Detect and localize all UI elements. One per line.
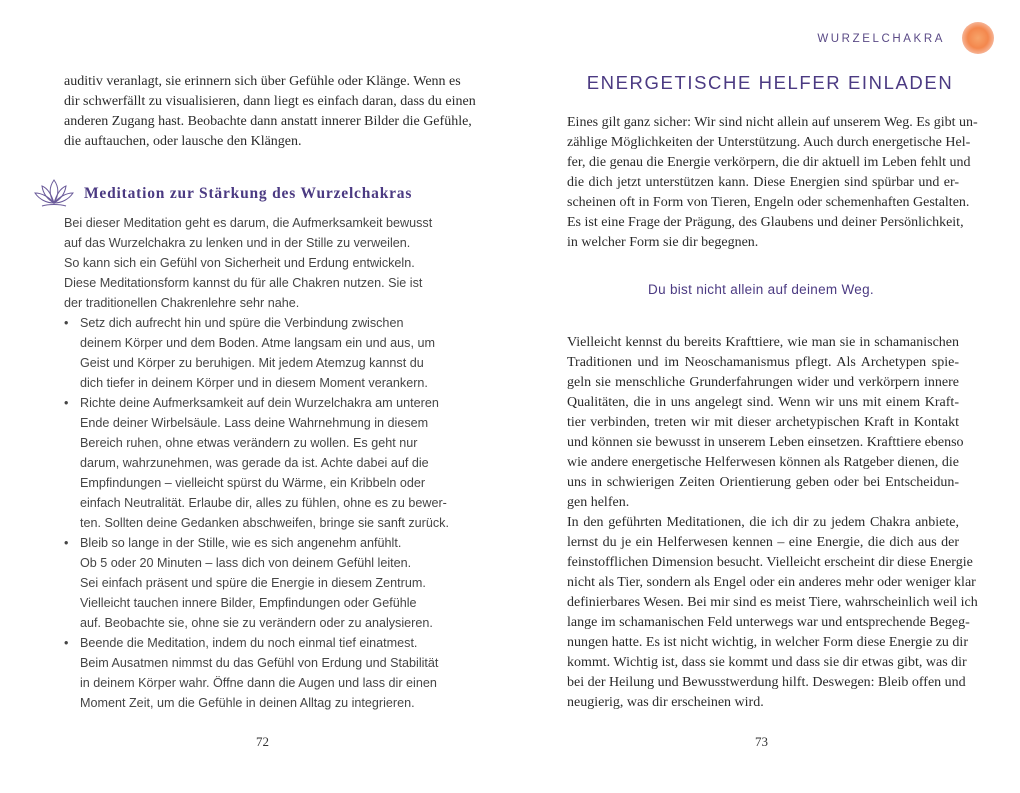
list-item (64, 533, 464, 553)
list-item-text: in deinem Körper wahr. Öffne dann die Augen und lass dir einen (80, 676, 437, 690)
pull-quote: Du bist nicht allein auf deinem Weg. (648, 282, 874, 297)
text-line: und können sie bewusst in unserem Leben einsetzen. Krafttiere ebenso (567, 435, 964, 450)
root-chakra-sun-icon (962, 22, 994, 54)
text-line: auditiv veranlagt, sie erinnern sich über Gefühle oder Klänge. Wenn es (64, 74, 461, 89)
list-item-text: Richte deine Aufmerksamkeit auf dein Wurzelchakra am unteren (80, 396, 439, 410)
text-line: in welcher Form sie dir begegnen. (567, 235, 759, 250)
list-item-text: darum, wahrzunehmen, was gerade da ist. Achte dabei auf die (80, 456, 429, 470)
list-item-text: Moment Zeit, um die Gefühle in deinen Alltag zu integrieren. (80, 696, 415, 710)
bullet-glyph: • (64, 536, 69, 550)
list-item-text: Geist und Körper zu beruhigen. Mit jedem Atemzug kannst du (80, 356, 424, 370)
running-head: WURZELCHAKRA (817, 33, 945, 45)
section-title: ENERGETISCHE HELFER EINLADEN (586, 72, 954, 93)
text-line: definierbares Wesen. Bei mir sind es meist Tiere, wahrscheinlich weil ich (567, 595, 978, 610)
list-item-text: Setz dich aufrecht hin und spüre die Verbindung zwischen (80, 316, 404, 330)
list-item (64, 633, 464, 653)
text-line: Qualitäten, die in uns angelegt sind. Wenn wir uns mit einem Kraft- (567, 395, 959, 410)
list-item-text: Vielleicht tauchen innere Bilder, Empfindungen oder Gefühle (80, 596, 417, 610)
text-line: fer, die genau die Energie verkörpern, die dir aktuell im Leben fehlt und (567, 155, 971, 170)
list-item-text: einfach Neutralität. Erlaube dir, alles zu fühlen, ohne es zu bewer- (80, 496, 447, 510)
text-line: wie andere energetische Helferwesen können als Ratgeber dienen, die (567, 455, 959, 470)
meditation-text (64, 213, 464, 713)
bullet-glyph: • (64, 636, 69, 650)
text-line: die dich jetzt unterstützen kann. Diese Energien sind spürbar und er- (567, 175, 959, 190)
text-line: Eines gilt ganz sicher: Wir sind nicht allein auf unserem Weg. Es gibt un- (567, 115, 978, 130)
paragraph-2 (567, 333, 978, 713)
text-line: scheinen oft in Form von Tieren, Engeln oder schemenhaften Gestalten. (567, 195, 970, 210)
text-line: bei der Heilung und Bewusstwerdung hilft. Deswegen: Bleib offen und (567, 675, 966, 690)
text-line: Es ist eine Frage der Prägung, des Glaubens und deiner Persönlichkeit, (567, 215, 964, 230)
text-line: dir schwerfällt zu visualisieren, dann liegt es einfach daran, dass du einen (64, 94, 476, 109)
meditation-heading (32, 176, 472, 214)
bullet-glyph: • (64, 396, 69, 410)
text-line: Bei dieser Meditation geht es darum, die Aufmerksamkeit bewusst (64, 216, 433, 230)
list-item-text: Beende die Meditation, indem du noch einmal tief einatmest. (80, 636, 418, 650)
text-line: kommt. Wichtig ist, dass sie kommt und dass sie dir etwas gibt, was dir (567, 655, 967, 670)
list-item-text: ten. Sollten deine Gedanken abschweifen, bringe sie sanft zurück. (80, 516, 449, 530)
text-line: feinstofflichen Dimension besucht. Vielleicht erscheint dir diese Energie (567, 555, 973, 570)
text-line: anderen Zugang hast. Beobachte dann anstatt innerer Bilder die Gefühle, (64, 114, 472, 129)
text-line: der traditionellen Chakrenlehre sehr nahe. (64, 296, 300, 310)
list-item-text: Bereich ruhen, ohne etwas verändern zu wollen. Es geht nur (80, 436, 418, 450)
text-line: In den geführten Meditationen, die ich dir zu jedem Chakra anbiete, (567, 515, 959, 530)
text-line: nungen hatte. Es ist nicht wichtig, in welcher Form diese Energie zu dir (567, 635, 968, 650)
paragraph-1 (567, 113, 978, 253)
list-item-text: auf. Beobachte sie, ohne sie zu verändern oder zu analysieren. (80, 616, 433, 630)
meditation-title: Meditation zur Stärkung des Wurzelchakras (84, 185, 413, 202)
text-line: die auftauchen, oder lausche den Klängen. (64, 134, 302, 149)
text-line: Vielleicht kennst du bereits Krafttiere, wie man sie in schamanischen (567, 335, 959, 350)
text-line: gen helfen. (567, 495, 630, 510)
right-page (510, 0, 1020, 793)
bullet-glyph: • (64, 316, 69, 330)
intro-paragraph (64, 72, 476, 152)
text-line: nicht als Tier, sondern als Engel oder ein anderes mehr oder weniger klar (567, 575, 976, 590)
list-item-text: Ob 5 oder 20 Minuten – lass dich von deinem Gefühl leiten. (80, 556, 412, 570)
text-line: tier verbinden, treten wir mit dieser archetypischen Kraft in Kontakt (567, 415, 959, 430)
text-line: geln sie menschliche Grunderfahrungen wider und verkörpern innere (567, 375, 959, 390)
text-line: lange im schamanischen Feld unterwegs war und entsprechende Begeg- (567, 615, 970, 630)
list-item-text: Bleib so lange in der Stille, wie es sich angenehm anfühlt. (80, 536, 402, 550)
text-line: auf das Wurzelchakra zu lenken und in der Stille zu verweilen. (64, 236, 411, 250)
list-item-text: Beim Ausatmen nimmst du das Gefühl von Erdung und Stabilität (80, 656, 439, 670)
text-line: zählige Möglichkeiten der Unterstützung. Auch durch energetische Hel- (567, 135, 971, 150)
text-line: neugierig, was dir erscheinen wird. (567, 695, 764, 710)
list-item-text: dich tiefer in deinem Körper und in diesem Moment verankern. (80, 376, 428, 390)
list-item-text: deinem Körper und dem Boden. Atme langsam ein und aus, um (80, 336, 435, 350)
list-item (64, 313, 464, 333)
text-line: lernst du je ein Helferwesen kennen – eine Energie, die dich aus der (567, 535, 959, 550)
list-item-text: Empfindungen – vielleicht spürst du Wärme, ein Kribbeln oder (80, 476, 426, 490)
lotus-icon (32, 176, 76, 212)
text-line: Traditionen und im Neoschamanismus pflegt. Als Archetypen spie- (567, 355, 959, 370)
list-item (64, 393, 464, 413)
list-item-text: Sei einfach präsent und spüre die Energie in diesem Zentrum. (80, 576, 426, 590)
text-line: So kann sich ein Gefühl von Sicherheit und Erdung entwickeln. (64, 256, 415, 270)
text-line: uns in schwierigen Zeiten Orientierung geben oder bei Entscheidun- (567, 475, 959, 490)
list-item-text: Ende deiner Wirbelsäule. Lass deine Wahrnehmung in diesem (80, 416, 429, 430)
text-line: Diese Meditationsform kannst du für alle Chakren nutzen. Sie ist (64, 276, 423, 290)
page-number-left: 72 (256, 734, 269, 749)
page-number-right: 73 (755, 734, 768, 749)
